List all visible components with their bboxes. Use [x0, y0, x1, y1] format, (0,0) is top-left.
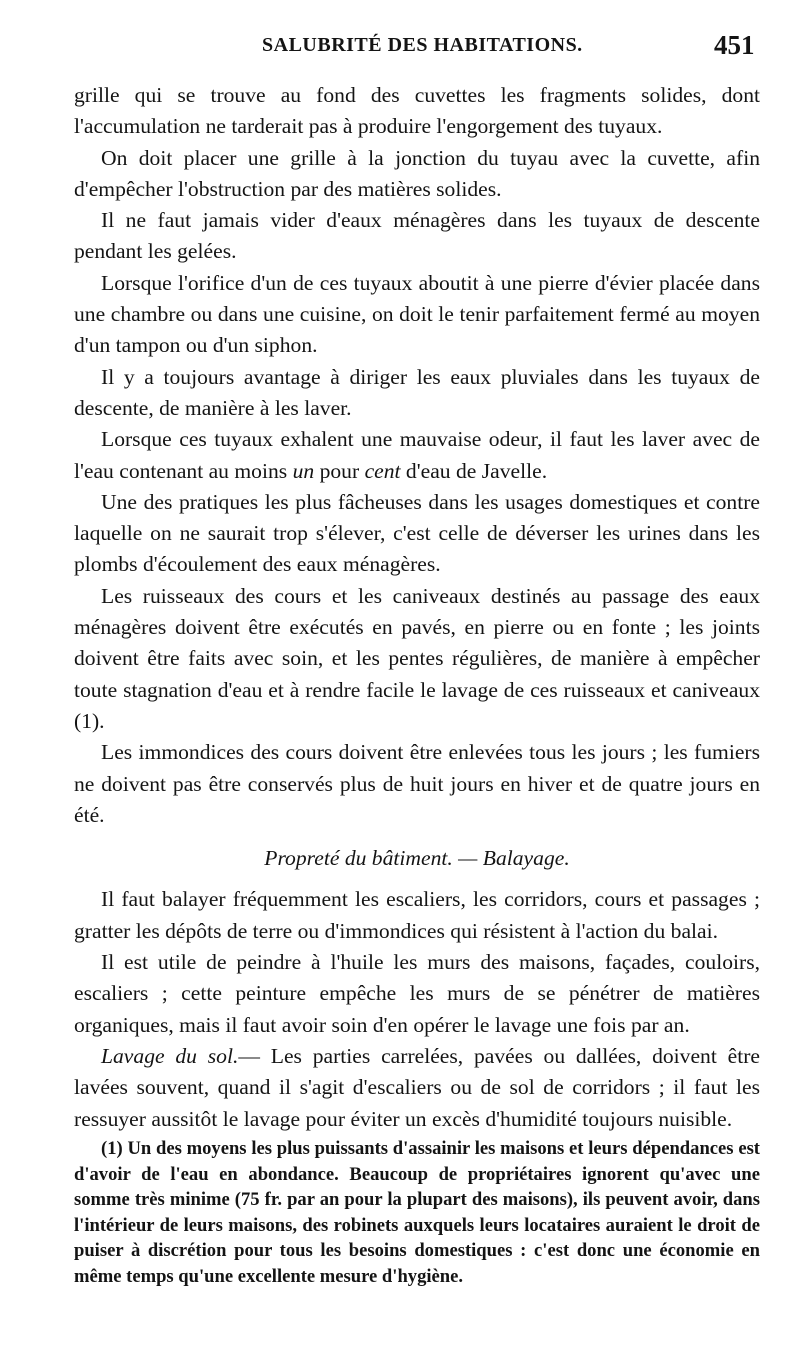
paragraph-javelle: [74, 424, 760, 487]
run-in-heading: Lavage du sol.: [101, 1043, 239, 1068]
text-run: Lorsque ces tuyaux exhalent une mauvaise odeur, il faut les laver avec de l'eau contenant au moins: [74, 427, 760, 483]
paragraph: Les ruisseaux des cours et les caniveaux destinés au passage des eaux ménagères doivent être exécutés en pavés, en pierre ou en fonte ; les joints doivent être faits avec soin, et les pentes régulières, de manière à empêcher toute stagnation d'eau et à rendre facile le lavage de ces ruisseaux et caniveaux (1).: [74, 583, 760, 733]
paragraph: grille qui se trouve au fond des cuvettes les fragments solides, dont l'accumulation ne tarderait pas à produire l'engorgement des tuyaux.: [74, 83, 760, 139]
page-number: 451: [714, 30, 755, 60]
body-text: [74, 80, 760, 1135]
paragraph: Il est utile de peindre à l'huile les murs des maisons, façades, couloirs, escaliers ; cette peinture empêche les murs de se pénétrer de matières organiques, mais il faut avoir soin d'en opérer le lavage une fois par an.: [74, 950, 760, 1037]
paragraph: Les immondices des cours doivent être enlevées tous les jours ; les fumiers ne doivent pas être conservés plus de huit jours en hiver et de quatre jours en été.: [74, 740, 760, 827]
paragraph: On doit placer une grille à la jonction du tuyau avec la cuvette, afin d'empêcher l'obstruction par des matières solides.: [74, 145, 760, 201]
footnote: [74, 1136, 760, 1290]
paragraph: Il y a toujours avantage à diriger les eaux pluviales dans les tuyaux de descente, de manière à les laver.: [74, 364, 760, 420]
text-run: d'eau de Javelle.: [400, 458, 548, 483]
page-header: [0, 30, 800, 74]
section-title: Propreté du bâtiment. — Balayage.: [264, 846, 570, 871]
paragraph: Lorsque l'orifice d'un de ces tuyaux aboutit à une pierre d'évier placée dans une chambre ou dans une cuisine, on doit le tenir parfaitement fermé au moyen d'un tampon ou d'un siphon.: [74, 270, 760, 358]
paragraph: Une des pratiques les plus fâcheuses dans les usages domestiques et contre laquelle on ne saurait trop s'élever, c'est celle de déverser les urines dans les plombs d'écoulement des eaux ménagères.: [74, 489, 760, 577]
footnote-text: (1) Un des moyens les plus puissants d'assainir les maisons et leurs dépendances est d'avoir de l'eau en abondance. Beaucoup de propriétaires ignorent qu'avec une somme très minime (75 fr. par an pour la plupart des maisons), ils peuvent avoir, dans l'intérieur de leurs maisons, des robinets auxquels leurs locataires auraient le droit de puiser à discrétion pour tous les besoins domestiques : c'est donc une économie en même temps qu'une excellente mesure d'hygiène.: [74, 1138, 760, 1287]
paragraph-lavage: [74, 1041, 760, 1135]
paragraph: Il faut balayer fréquemment les escaliers, les corridors, cours et passages ; gratter les dépôts de terre ou d'immondices qui résistent à l'action du balai.: [74, 887, 760, 943]
paragraph: Il ne faut jamais vider d'eaux ménagères dans les tuyaux de descente pendant les gelées.: [74, 208, 760, 264]
italic-word: un: [292, 458, 315, 483]
text-run: pour: [314, 458, 365, 483]
running-head: SALUBRITÉ DES HABITATIONS.: [262, 34, 583, 56]
text-run: — Les parties carrelées, pavées ou dallées, doivent être lavées souvent, quand il s'agit d'escaliers ou de sol de corridors ; il faut les ressuyer aussitôt le lavage pour éviter un excès d'humidité toujours nuisible.: [74, 1043, 760, 1131]
italic-word: cent: [364, 458, 401, 483]
